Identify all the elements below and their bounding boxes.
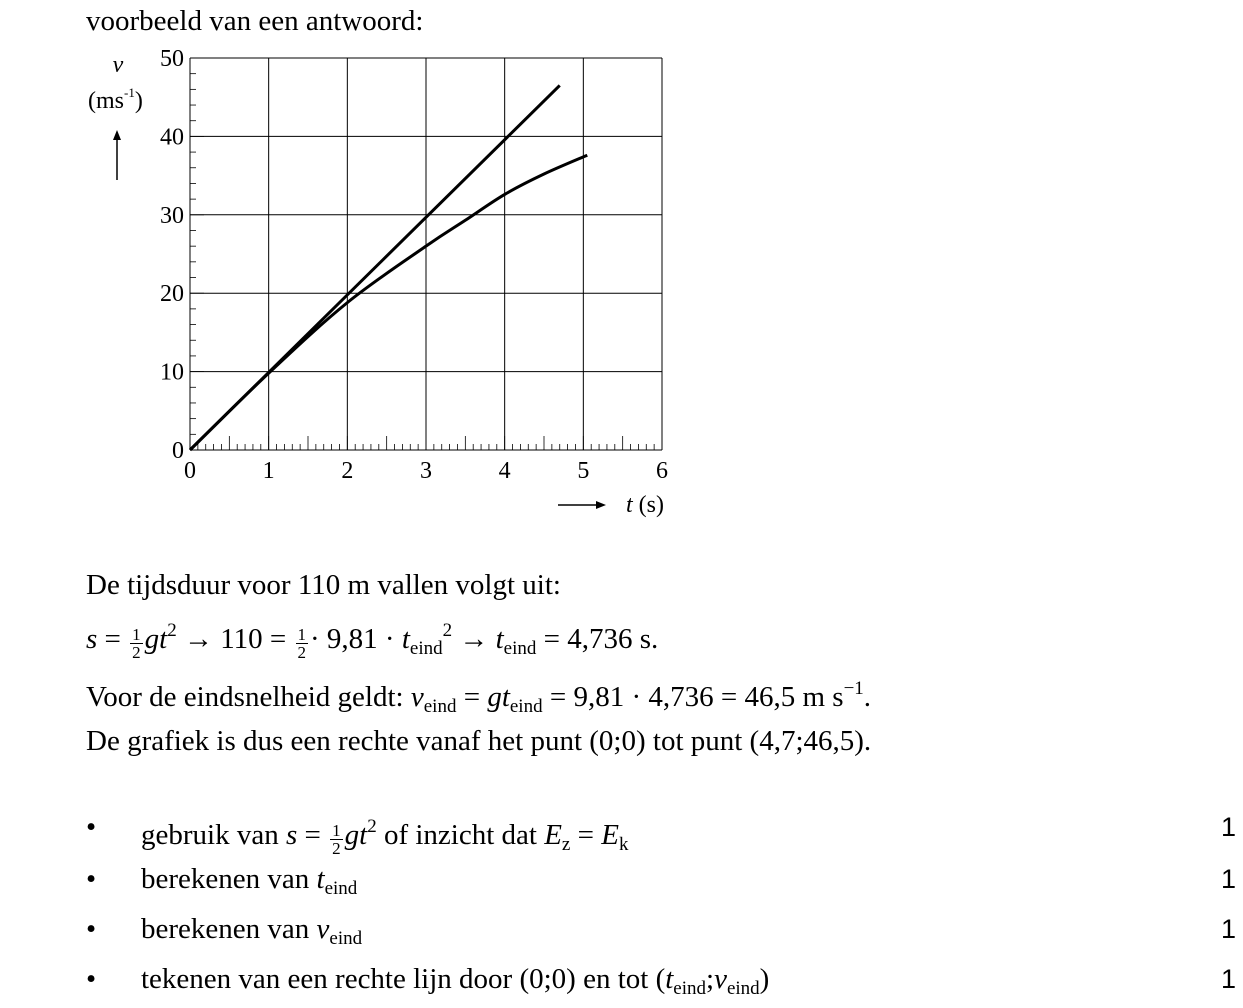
criterion-score: 1 — [1220, 914, 1236, 944]
x-tick-label: 6 — [656, 458, 668, 484]
x-tick-label: 4 — [498, 458, 511, 484]
y-axis-label: v — [112, 52, 124, 78]
y-tick-label: 10 — [160, 359, 184, 386]
y-tick-label: 30 — [160, 202, 184, 229]
criterion-score: 1 — [1220, 864, 1236, 894]
y-tick-label: 0 — [172, 438, 184, 464]
x-axis-arrowhead — [596, 501, 606, 509]
x-tick-label: 5 — [577, 458, 590, 484]
duration-intro: De tijdsduur voor 110 m vallen volgt uit: — [86, 569, 561, 601]
criterion-score: 1 — [1220, 964, 1236, 994]
y-tick-label: 40 — [160, 124, 184, 151]
x-tick-label: 3 — [420, 458, 432, 484]
y-axis-arrowhead — [113, 130, 121, 140]
equation-final-velocity: Voor de eindsnelheid geldt: $v_{eind} = gt_{eind} = 9,81 \cdot 4,736 = 46,5$ m $s^{-1}$. — [86, 678, 872, 717]
x-tick-label: 0 — [184, 458, 196, 484]
chart-tick-labels — [160, 46, 668, 484]
x-tick-label: 1 — [262, 458, 275, 484]
intro-text: voorbeeld van een antwoord: — [86, 5, 424, 37]
chart-minor-ticks — [190, 74, 654, 450]
y-tick-label: 20 — [160, 281, 184, 308]
graph-conclusion: De grafiek is dus een rechte vanaf het punt (0;0) tot punt (4,7;46,5). — [86, 725, 872, 757]
y-axis-unit: $(ms^{-1})$ — [88, 85, 143, 114]
velocity-time-chart — [0, 40, 700, 520]
criterion-score: 1 — [1220, 812, 1236, 842]
chart-series — [190, 85, 587, 450]
x-axis-label: t (s) — [626, 492, 664, 518]
series-line-curve — [190, 155, 587, 450]
y-tick-label: 50 — [160, 46, 184, 72]
equation-fall-time: s = $\frac{1}{2}$ $gt^2 \to 110$ = $\frac{1}{2}$ · $9,81 \cdot t_{eind}^2 \to t_{eind} = 4,736$ s. — [86, 620, 659, 662]
chart-grid — [190, 58, 662, 450]
x-tick-label: 2 — [341, 458, 354, 484]
